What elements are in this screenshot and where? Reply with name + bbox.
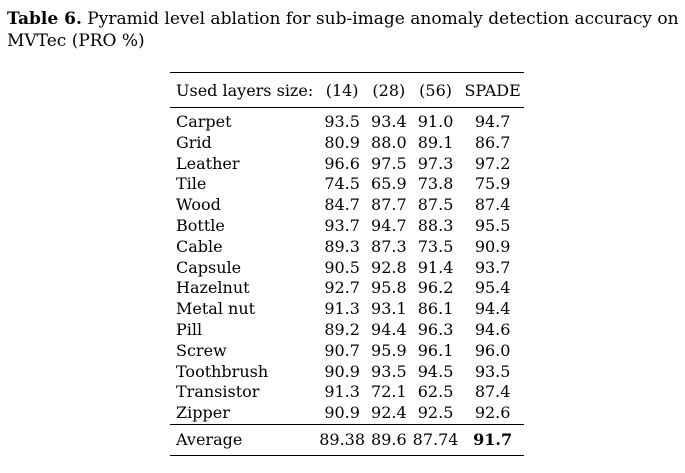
value-spade: 93.7 [474,257,511,277]
value-56: 97.3 [417,153,454,173]
value-spade: 95.5 [474,215,511,235]
average-spade: 91.7 [473,430,513,450]
category: Hazelnut [176,278,250,298]
average-28: 89.6 [371,430,407,450]
table-body [170,108,524,425]
header-56: (56) [419,80,452,100]
value-56: 91.4 [417,257,454,277]
average-row [170,424,524,455]
value-28: 94.7 [371,215,407,235]
table-row [170,278,524,299]
value-spade: 95.4 [474,278,511,298]
value-56: 96.3 [417,319,454,339]
value-28: 94.4 [371,319,407,339]
category: Grid [176,132,212,152]
table-row [170,341,524,362]
category: Zipper [176,403,230,423]
value-spade: 75.9 [474,174,511,194]
value-56: 86.1 [417,299,454,319]
category: Capsule [176,257,242,277]
value-28: 87.3 [371,236,407,256]
header-28: (28) [372,80,406,100]
value-spade: 93.5 [474,361,511,381]
table-row [170,258,524,279]
category: Wood [176,195,221,215]
header-spade: SPADE [464,80,521,100]
category: Cable [176,236,223,256]
value-28: 92.8 [371,257,407,277]
value-14: 90.9 [324,361,360,381]
value-14: 93.7 [324,215,360,235]
value-spade: 87.4 [474,382,511,402]
value-14: 91.3 [324,382,360,402]
value-spade: 94.7 [474,112,511,131]
table-row [170,174,524,195]
table-row [170,362,524,383]
ablation-table [170,72,521,456]
table-row [170,216,524,237]
value-spade: 96.0 [474,340,511,360]
value-28: 93.1 [371,299,407,319]
value-56: 91.0 [417,112,454,131]
value-28: 72.1 [371,382,407,402]
value-spade: 94.4 [474,299,511,319]
average-56: 87.74 [412,430,459,450]
value-14: 90.7 [324,340,360,360]
value-spade: 94.6 [474,319,511,339]
value-56: 87.5 [417,195,454,215]
value-spade: 97.2 [474,153,511,173]
category: Bottle [176,215,225,235]
value-14: 89.3 [324,236,360,256]
value-56: 88.3 [417,215,454,235]
results-table [170,72,524,456]
value-56: 96.2 [417,278,454,298]
value-spade: 92.6 [474,403,511,423]
value-56: 73.8 [417,174,454,194]
average-label: Average [176,430,243,450]
header-14: (14) [325,80,359,100]
value-14: 74.5 [324,174,360,194]
table-row [170,154,524,175]
value-56: 94.5 [417,361,454,381]
value-28: 88.0 [371,132,407,152]
value-14: 91.3 [324,299,360,319]
table-row [170,299,524,320]
value-28: 97.5 [371,153,407,173]
value-14: 90.5 [324,257,360,277]
value-56: 89.1 [417,132,454,152]
table-row [170,195,524,216]
value-28: 87.7 [371,195,407,215]
category: Pill [176,319,203,339]
value-14: 90.9 [324,403,360,423]
category: Leather [176,153,240,173]
category: Screw [176,340,227,360]
value-28: 93.4 [371,112,407,131]
table-row [170,133,524,154]
value-14: 93.5 [324,112,360,131]
value-56: 96.1 [417,340,454,360]
value-spade: 86.7 [474,132,511,152]
value-spade: 90.9 [474,236,511,256]
category: Metal nut [176,299,256,319]
table-row [170,382,524,403]
average-14: 89.38 [319,430,366,450]
value-56: 73.5 [417,236,454,256]
caption-label: Table 6. [7,9,82,29]
table-row [170,237,524,258]
value-28: 93.5 [371,361,407,381]
header-row [170,73,524,108]
value-28: 92.4 [371,403,407,423]
table-row [170,320,524,341]
value-56: 92.5 [417,403,454,423]
caption-text: Pyramid level ablation for sub-image anomaly detection accuracy on MVTec (PRO %) [7,9,679,51]
value-14: 80.9 [324,132,360,152]
table-row [170,108,524,133]
value-28: 65.9 [371,174,407,194]
header-used-layers: Used layers size: [176,80,314,100]
value-14: 84.7 [324,195,360,215]
value-14: 89.2 [324,319,360,339]
table-caption [7,8,679,52]
value-28: 95.9 [371,340,407,360]
value-14: 92.7 [324,278,360,298]
category: Carpet [176,112,232,131]
value-28: 95.8 [371,278,407,298]
category: Tile [176,174,207,194]
value-spade: 87.4 [474,195,511,215]
category: Toothbrush [176,361,269,381]
category: Transistor [176,382,260,402]
value-56: 62.5 [417,382,454,402]
table-row [170,403,524,424]
value-14: 96.6 [324,153,360,173]
